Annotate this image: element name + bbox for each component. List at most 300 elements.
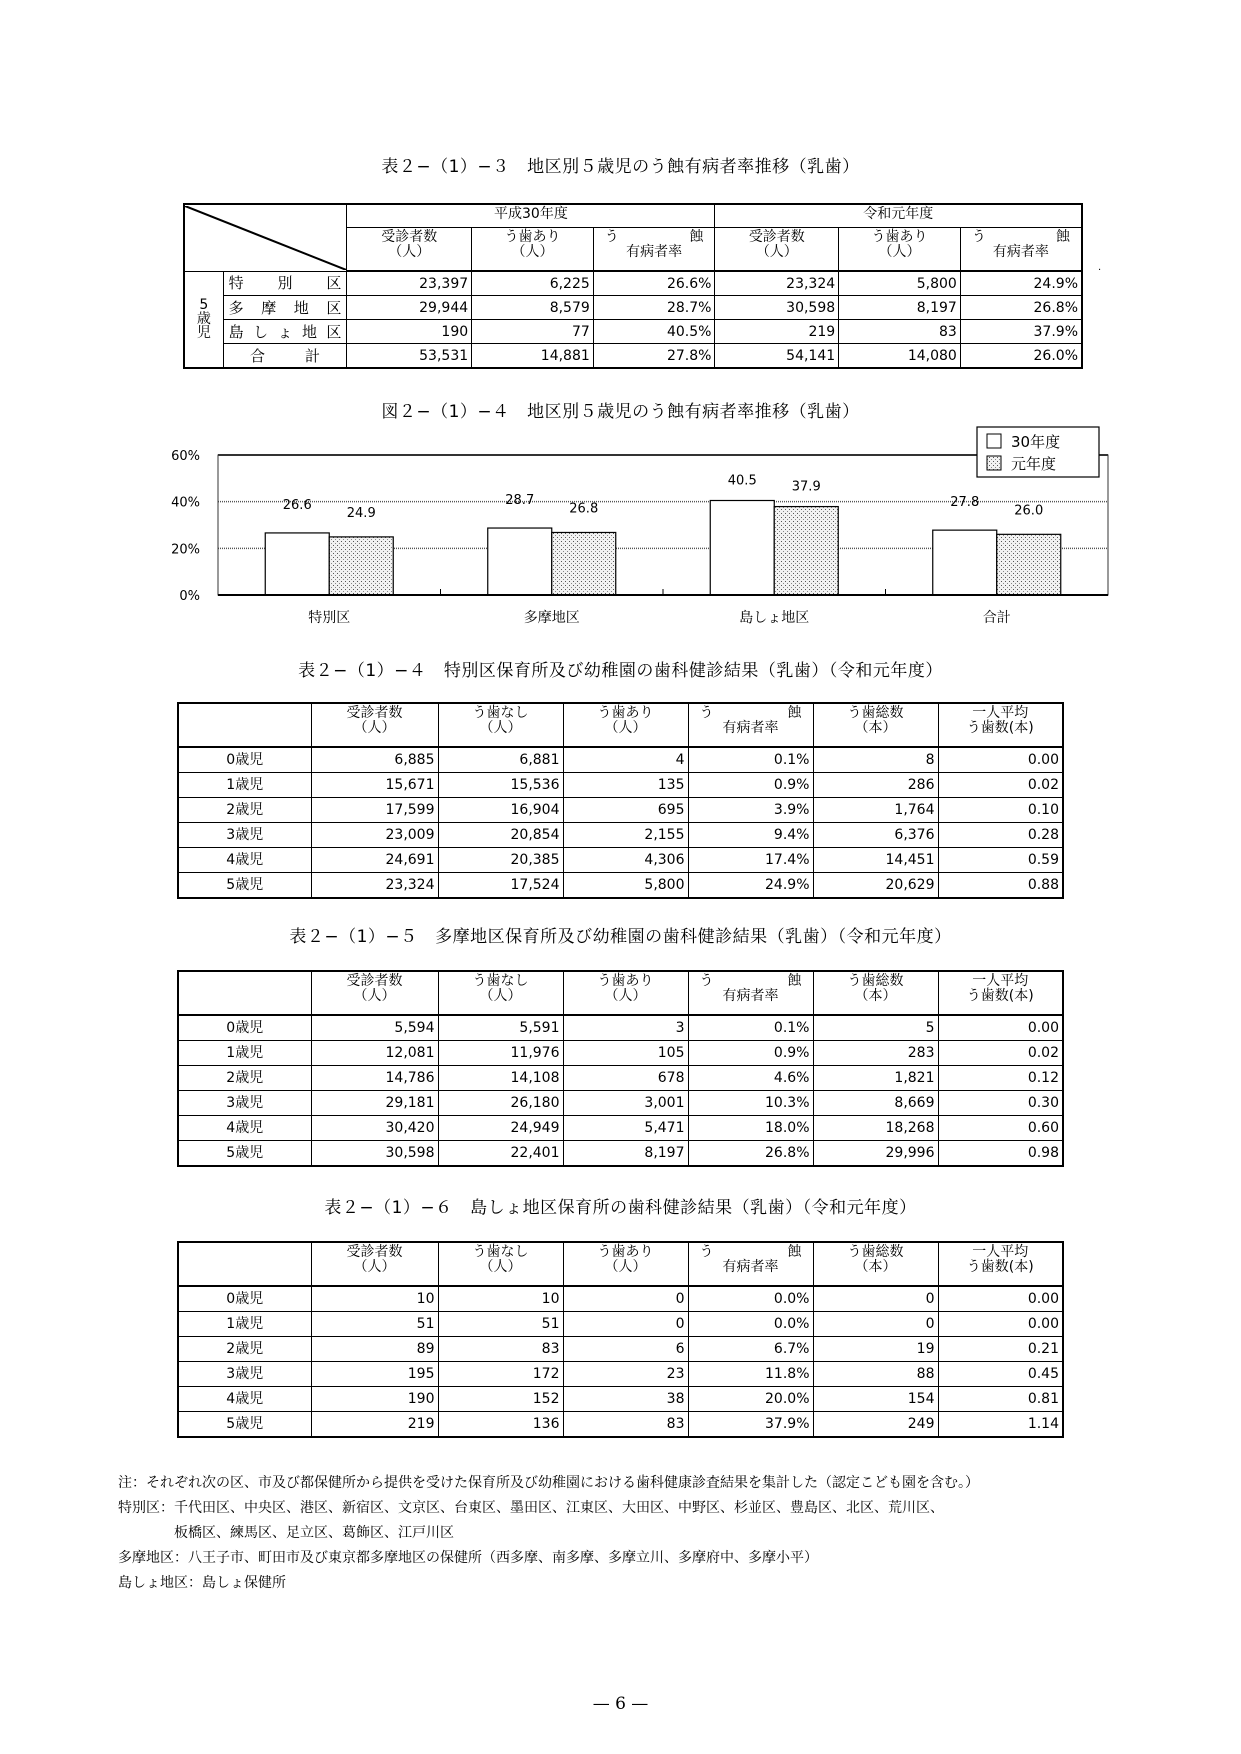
age-label: 2歳児 (178, 1337, 311, 1362)
header-char: う (699, 973, 714, 989)
data-label: 37.9 (791, 479, 821, 495)
header-line1: う歯あり (871, 229, 928, 245)
age-label: 1歳児 (178, 773, 311, 798)
table-cell: 249 (813, 1412, 938, 1438)
table-cell: 3,001 (563, 1091, 688, 1116)
table2-title: 表２−（1）−４ 特別区保育所及び幼稚園の歯科健診結果（乳歯）（令和元年度） (298, 661, 943, 681)
region-label-text (227, 274, 344, 293)
table-cell: 26.8% (688, 1141, 813, 1167)
table-cell: 23 (563, 1362, 688, 1387)
y-tick-label: 0% (179, 589, 200, 604)
age-label: 2歳児 (178, 798, 311, 823)
table-row (178, 798, 1063, 823)
column-header (938, 971, 1063, 1015)
data-label: 27.8 (950, 495, 980, 511)
table-cell: 105 (563, 1041, 688, 1066)
header-line1: 受診者数 (346, 1244, 403, 1260)
table-cell: 0.88 (938, 873, 1063, 899)
column-header (715, 228, 839, 272)
column-header (563, 971, 688, 1015)
table-row (178, 823, 1063, 848)
table-cell: 0.1% (688, 747, 813, 773)
note-line: 多摩地区：八王子市、町田市及び東京都多摩地区の保健所（西多摩、南多摩、多摩立川、多摩府中、多摩小平） (118, 1550, 818, 1566)
header-line2: （人） (878, 244, 921, 260)
region-label (223, 344, 347, 369)
header-line2: （人） (479, 720, 522, 736)
table-row (178, 1066, 1063, 1091)
header-line1: 一人平均 (972, 973, 1029, 989)
table-cell: 8,197 (563, 1141, 688, 1167)
table-row (178, 1091, 1063, 1116)
age-label: 3歳児 (178, 1091, 311, 1116)
label-char: 別 (277, 274, 293, 293)
age-label: 0歳児 (178, 1286, 311, 1312)
table-cell: 6,885 (311, 747, 438, 773)
table-cell: 190 (347, 320, 472, 344)
table-cell: 286 (813, 773, 938, 798)
bar-h30 (488, 528, 552, 595)
table-cell: 219 (311, 1412, 438, 1438)
table-cell: 89 (311, 1337, 438, 1362)
table-cell: 0.9% (688, 1041, 813, 1066)
table-cell: 0 (563, 1312, 688, 1337)
bar-r1 (997, 534, 1061, 595)
table-cell: 29,181 (311, 1091, 438, 1116)
table-cell: 29,944 (347, 296, 472, 320)
header-line2: （本） (854, 720, 897, 736)
page-number: — 6 — (592, 1694, 649, 1714)
y-tick-label: 40% (171, 495, 200, 511)
age-label: 5歳児 (178, 1141, 311, 1167)
table-cell: 14,080 (839, 344, 961, 369)
table-cell: 0 (813, 1312, 938, 1337)
table-cell: 154 (813, 1387, 938, 1412)
header-line2: （人） (353, 720, 396, 736)
header-line1: う歯なし (472, 973, 529, 989)
table-row (178, 773, 1063, 798)
note-line: 板橋区、練馬区、足立区、葛飾区、江戸川区 (118, 1525, 454, 1541)
note-line: 注：それぞれ次の区、市及び都保健所から提供を受けた保育所及び幼稚園における歯科健康診査結果を集計した（認定こども園を含む。） (118, 1475, 979, 1491)
notes-section (118, 1471, 979, 1596)
header-char: う (604, 229, 619, 245)
table-cell: 24,691 (311, 848, 438, 873)
data-label: 40.5 (727, 473, 757, 489)
table-cell: 24.9% (960, 271, 1082, 296)
column-header (563, 703, 688, 747)
table-cell: 0.9% (688, 773, 813, 798)
table-cell: 8,197 (839, 296, 961, 320)
table-cell: 8,579 (472, 296, 594, 320)
region-label-text (227, 322, 344, 341)
group-label-char: 5 (199, 297, 209, 314)
region-label-text (227, 346, 344, 365)
table-cell: 16,904 (438, 798, 563, 823)
header-line2: （人） (511, 244, 554, 260)
header-line2: 有病者率 (722, 988, 779, 1004)
table-cell: 9.4% (688, 823, 813, 848)
table-cell: 0.0% (688, 1312, 813, 1337)
note-line: 特別区：千代田区、中央区、港区、新宿区、文京区、台東区、墨田区、江東区、大田区、中野区、杉並区、豊島区、北区、荒川区、 (118, 1500, 944, 1516)
table-cell: 6,881 (438, 747, 563, 773)
table-row (178, 1116, 1063, 1141)
table-row (178, 1286, 1063, 1312)
table1-title: 表２−（1）−３ 地区別５歳児のう蝕有病者率推移（乳歯） (381, 157, 860, 177)
y-tick-label: 60% (171, 449, 200, 464)
header-line1: う歯総数 (847, 973, 904, 989)
label-char: し (253, 322, 269, 341)
label-char: 区 (326, 298, 342, 317)
column-header (839, 228, 961, 272)
table3-title: 表２−（1）−５ 多摩地区保育所及び幼稚園の歯科健診結果（乳歯）（令和元年度） (289, 927, 952, 947)
header-line2: う歯数(本) (966, 988, 1034, 1004)
column-header (688, 703, 813, 747)
table-cell: 22,401 (438, 1141, 563, 1167)
table-cell: 11,976 (438, 1041, 563, 1066)
table-cell: 26.8% (960, 296, 1082, 320)
column-header (311, 703, 438, 747)
x-category-label: 多摩地区 (523, 610, 580, 626)
header-line1: 一人平均 (972, 705, 1029, 721)
label-char: 区 (326, 322, 342, 341)
table-cell: 3 (563, 1015, 688, 1041)
header-char: 蝕 (1056, 229, 1070, 245)
table-cell: 0.45 (938, 1362, 1063, 1387)
table-cell: 4.6% (688, 1066, 813, 1091)
table-row (178, 1141, 1063, 1167)
header-char: 蝕 (787, 1244, 802, 1260)
age-label: 0歳児 (178, 747, 311, 773)
x-category-label: 合計 (982, 610, 1011, 626)
corner-cell (178, 1242, 311, 1286)
table-cell: 0.00 (938, 747, 1063, 773)
table-row (184, 296, 1082, 320)
column-header (813, 703, 938, 747)
table-cell: 135 (563, 773, 688, 798)
table-cell: 29,996 (813, 1141, 938, 1167)
table-cell: 24.9% (688, 873, 813, 899)
table-cell: 8 (813, 747, 938, 773)
table-cell: 28.7% (593, 296, 715, 320)
table-cell: 4 (563, 747, 688, 773)
table-cell: 0.02 (938, 1041, 1063, 1066)
bar-h30 (265, 533, 329, 595)
column-header (938, 703, 1063, 747)
table-cell: 0.21 (938, 1337, 1063, 1362)
y-tick-label: 20% (171, 542, 200, 558)
table-cell: 30,420 (311, 1116, 438, 1141)
column-header (347, 228, 472, 272)
bar-r1 (552, 532, 616, 595)
label-char: 多 (228, 298, 244, 317)
table-cell: 83 (563, 1412, 688, 1438)
label-char: 島 (228, 322, 244, 341)
x-category-label: 特別区 (308, 610, 351, 626)
table-row (178, 848, 1063, 873)
table-cell: 20,854 (438, 823, 563, 848)
table-row (178, 1041, 1063, 1066)
header-line2: 有病者率 (722, 720, 779, 736)
table-cell: 17.4% (688, 848, 813, 873)
table-cell: 6 (563, 1337, 688, 1362)
column-header (438, 1242, 563, 1286)
age-label: 1歳児 (178, 1041, 311, 1066)
label-char: 地 (293, 298, 309, 317)
label-char: ょ (277, 322, 293, 341)
region-label (223, 271, 347, 296)
table-cell: 23,324 (715, 271, 839, 296)
table-cell: 0.98 (938, 1141, 1063, 1167)
table-cell: 14,786 (311, 1066, 438, 1091)
table-cell: 283 (813, 1041, 938, 1066)
age-label: 5歳児 (178, 1412, 311, 1438)
column-header (938, 1242, 1063, 1286)
diagonal-line-icon (185, 206, 346, 270)
table-cell: 18,268 (813, 1116, 938, 1141)
table-cell: 17,599 (311, 798, 438, 823)
table-row (178, 1412, 1063, 1438)
table-cell: 17,524 (438, 873, 563, 899)
table-cell: 38 (563, 1387, 688, 1412)
table-row (184, 344, 1082, 369)
column-header (438, 703, 563, 747)
label-char: 区 (326, 274, 342, 293)
chart-title: 図２−（1）−４ 地区別５歳児のう蝕有病者率推移（乳歯） (381, 402, 860, 422)
table-cell: 18.0% (688, 1116, 813, 1141)
table-cell: 26,180 (438, 1091, 563, 1116)
bar-r1 (329, 537, 393, 595)
table-cell: 26.0% (960, 344, 1082, 369)
column-header (960, 228, 1082, 272)
header-line1: う歯総数 (847, 705, 904, 721)
region-label-text (227, 298, 344, 317)
header-line1: う歯あり (597, 973, 654, 989)
header-line1: 受診者数 (346, 705, 403, 721)
header-line1 (964, 230, 1078, 245)
table3-tama-results (177, 970, 1064, 1167)
bar-h30 (933, 530, 997, 595)
table-cell: 152 (438, 1387, 563, 1412)
table-row (178, 1337, 1063, 1362)
column-header (311, 971, 438, 1015)
table-cell: 6,376 (813, 823, 938, 848)
table-cell: 1.14 (938, 1412, 1063, 1438)
age-label: 5歳児 (178, 873, 311, 899)
table-cell: 10.3% (688, 1091, 813, 1116)
header-line1: う歯あり (597, 705, 654, 721)
table-cell: 678 (563, 1066, 688, 1091)
table-cell: 14,881 (472, 344, 594, 369)
age-label: 4歳児 (178, 1387, 311, 1412)
table-cell: 20,629 (813, 873, 938, 899)
region-label (223, 320, 347, 344)
table-row (178, 873, 1063, 899)
column-header (311, 1242, 438, 1286)
data-label: 26.0 (1014, 503, 1044, 519)
table-cell: 19 (813, 1337, 938, 1362)
header-char: う (971, 229, 986, 245)
stray-dot: . (1098, 262, 1102, 273)
header-line1: 受診者数 (381, 229, 438, 245)
table4-islands-results (177, 1241, 1064, 1438)
age-label: 1歳児 (178, 1312, 311, 1337)
header-row (178, 971, 1063, 1015)
column-header (472, 228, 594, 272)
table-cell: 5,800 (839, 271, 961, 296)
table-row (178, 1312, 1063, 1337)
header-line1 (692, 1245, 810, 1260)
table-cell: 51 (438, 1312, 563, 1337)
header-line2: （本） (854, 1259, 897, 1275)
column-header (688, 1242, 813, 1286)
table-cell: 0.00 (938, 1015, 1063, 1041)
table-cell: 37.9% (960, 320, 1082, 344)
group-label-char: 児 (196, 325, 211, 342)
header-line2: （人） (604, 988, 647, 1004)
table-cell: 0.60 (938, 1116, 1063, 1141)
header-line2: （人） (755, 244, 798, 260)
table-cell: 15,536 (438, 773, 563, 798)
header-line2: （人） (604, 720, 647, 736)
table-cell: 4,306 (563, 848, 688, 873)
age-label: 3歳児 (178, 1362, 311, 1387)
age-group-label (184, 271, 223, 368)
table-row (178, 747, 1063, 773)
header-char: 蝕 (787, 705, 802, 721)
table-cell: 53,531 (347, 344, 472, 369)
header-line2: う歯数(本) (966, 720, 1034, 736)
table-row (178, 1362, 1063, 1387)
header-line2: （人） (353, 988, 396, 1004)
table-cell: 6,225 (472, 271, 594, 296)
header-char: 蝕 (689, 229, 704, 245)
x-category-label: 島しょ地区 (739, 610, 810, 626)
table-cell: 5,594 (311, 1015, 438, 1041)
table-cell: 77 (472, 320, 594, 344)
table-cell: 8,669 (813, 1091, 938, 1116)
corner-cell (178, 703, 311, 747)
table-cell: 23,009 (311, 823, 438, 848)
table-cell: 54,141 (715, 344, 839, 369)
table-cell: 23,324 (311, 873, 438, 899)
table-cell: 14,108 (438, 1066, 563, 1091)
table-cell: 20,385 (438, 848, 563, 873)
table-cell: 30,598 (311, 1141, 438, 1167)
table2-tokubetsu-ku-results (177, 702, 1064, 899)
legend-swatch (987, 456, 1001, 470)
header-char: 蝕 (787, 973, 802, 989)
table-cell: 0.12 (938, 1066, 1063, 1091)
table-cell: 5,591 (438, 1015, 563, 1041)
table-cell: 0.10 (938, 798, 1063, 823)
table-row (184, 320, 1082, 344)
table-row (178, 1015, 1063, 1041)
table-cell: 11.8% (688, 1362, 813, 1387)
table-cell: 0.00 (938, 1286, 1063, 1312)
table-cell: 0.0% (688, 1286, 813, 1312)
header-line1 (692, 706, 810, 721)
age-label: 4歳児 (178, 848, 311, 873)
table-cell: 0.02 (938, 773, 1063, 798)
bar-h30 (710, 501, 774, 596)
table-cell: 136 (438, 1412, 563, 1438)
table-cell: 195 (311, 1362, 438, 1387)
header-line2: う歯数(本) (966, 1259, 1034, 1275)
legend-swatch (987, 434, 1001, 448)
table-cell: 0.81 (938, 1387, 1063, 1412)
label-char: 特 (228, 274, 244, 293)
corner-diagonal-cell (184, 204, 347, 271)
table-cell: 0.1% (688, 1015, 813, 1041)
table-cell: 10 (311, 1286, 438, 1312)
table-cell: 172 (438, 1362, 563, 1387)
label-char: 摩 (261, 298, 277, 317)
note-line: 島しょ地区：島しょ保健所 (118, 1575, 286, 1591)
header-line2: （人） (479, 1259, 522, 1275)
table-cell: 30,598 (715, 296, 839, 320)
data-label: 26.8 (569, 501, 599, 517)
corner-cell (178, 971, 311, 1015)
table-cell: 2,155 (563, 823, 688, 848)
age-label: 3歳児 (178, 823, 311, 848)
column-header (563, 1242, 688, 1286)
table-cell: 219 (715, 320, 839, 344)
header-line2: 有病者率 (992, 244, 1049, 260)
header-line2: （本） (854, 988, 897, 1004)
column-header (593, 228, 715, 272)
table-cell: 26.6% (593, 271, 715, 296)
header-line1: 受診者数 (748, 229, 805, 245)
table-cell: 0.00 (938, 1312, 1063, 1337)
table-cell: 5,471 (563, 1116, 688, 1141)
data-label: 26.6 (282, 497, 312, 513)
header-line1 (597, 230, 712, 245)
caries-rate-bar-chart (0, 420, 1241, 630)
header-char: う (699, 705, 714, 721)
header-line1: う歯あり (597, 1244, 654, 1260)
label-char: 計 (305, 346, 321, 365)
header-line2: 有病者率 (722, 1259, 779, 1275)
table-cell: 1,764 (813, 798, 938, 823)
table-cell: 83 (438, 1337, 563, 1362)
table-cell: 14,451 (813, 848, 938, 873)
header-line1 (692, 974, 810, 989)
age-label: 0歳児 (178, 1015, 311, 1041)
data-label: 28.7 (505, 493, 535, 509)
legend-label: 30年度 (1011, 433, 1061, 451)
table1-regional-caries-rate (183, 203, 1083, 369)
label-char: 合 (250, 346, 266, 365)
header-line1: う歯総数 (847, 1244, 904, 1260)
table-cell: 3.9% (688, 798, 813, 823)
legend-label: 元年度 (1011, 455, 1057, 473)
table-cell: 24,949 (438, 1116, 563, 1141)
table-cell: 23,397 (347, 271, 472, 296)
table-cell: 40.5% (593, 320, 715, 344)
data-label: 24.9 (346, 505, 376, 521)
region-label (223, 296, 347, 320)
header-row (178, 703, 1063, 747)
table-cell: 5,800 (563, 873, 688, 899)
table4-title: 表２−（1）−６ 島しょ地区保育所の歯科健診結果（乳歯）（令和元年度） (324, 1198, 917, 1218)
table-cell: 37.9% (688, 1412, 813, 1438)
header-line1: 一人平均 (972, 1244, 1029, 1260)
table-cell: 88 (813, 1362, 938, 1387)
table-row (184, 271, 1082, 296)
table-cell: 15,671 (311, 773, 438, 798)
table-cell: 0.30 (938, 1091, 1063, 1116)
table-cell: 0 (563, 1286, 688, 1312)
column-header (813, 971, 938, 1015)
